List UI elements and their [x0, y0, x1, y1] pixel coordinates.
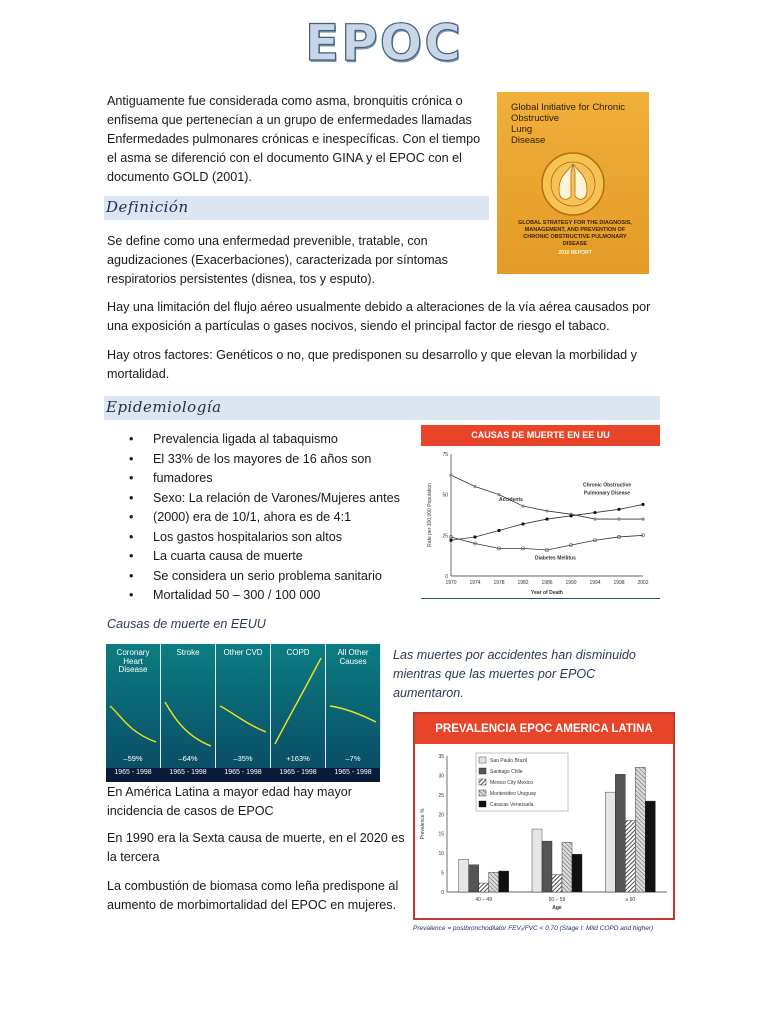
x-tick-label: 1990 [565, 580, 577, 586]
y-axis-label: Prevalence % [420, 808, 426, 840]
data-point [497, 493, 500, 496]
causa-paragraph: En 1990 era la Sexta causa de muerte, en el 2020 es la tercera [107, 831, 405, 864]
bar [499, 871, 509, 892]
y-tick-label: 5 [441, 870, 444, 877]
data-point [617, 517, 620, 520]
page-title: EPOC [305, 14, 463, 72]
y-tick-label: 10 [438, 851, 444, 858]
panel-change: –59% [123, 754, 143, 763]
causas-panels-chart [106, 644, 380, 782]
x-tick-label: 1970 [445, 580, 457, 586]
panel-period: 1965 - 1998 [106, 769, 160, 776]
panel-label: Coronary Heart Disease [116, 648, 150, 674]
y-tick-label: 0 [441, 890, 444, 896]
series-label-copd: Chronic Obstructive [582, 482, 632, 489]
data-point [521, 522, 524, 525]
series-label-accidents: Accidents [499, 497, 523, 504]
cause-panel [106, 644, 161, 776]
bar [562, 842, 572, 892]
trend-line [330, 706, 376, 722]
legend-swatch [479, 790, 486, 796]
bar [572, 854, 582, 892]
x-tick-label: 1982 [517, 580, 529, 586]
panel-label: All Other Causes [337, 648, 369, 666]
section-heading-epidemiologia: Epidemiología [104, 396, 660, 420]
data-point [473, 535, 476, 538]
x-tick-label: 2002 [637, 580, 649, 586]
series-line [451, 535, 643, 550]
list-item: • Sexo: La relación de Varones/Mujeres antes [107, 489, 427, 509]
y-tick-label: 25 [442, 533, 448, 540]
legend-entry: Caracas Venezuela [490, 802, 534, 808]
panel-trend [216, 644, 270, 768]
gold-report-cover [497, 92, 649, 274]
panel-trend [271, 644, 325, 768]
trend-line [165, 702, 211, 746]
cause-panel [271, 644, 326, 776]
list-item: • Prevalencia ligada al tabaquismo [107, 430, 427, 450]
bar [459, 859, 469, 892]
data-point [521, 504, 524, 507]
chart-title: PREVALENCIA EPOC AMERICA LATINA [415, 714, 673, 744]
trend-line [275, 658, 321, 744]
y-tick-label: 35 [438, 754, 444, 760]
legend-swatch [479, 779, 486, 785]
section-heading-definicion: Definición [104, 196, 489, 220]
legend-entry: Santiago Chile [490, 769, 523, 775]
muertes-caption: Las muertes por accidentes han disminuido mientras que las muertes por EPOC aumentaron. [393, 648, 636, 700]
data-point [593, 517, 596, 520]
definicion-paragraph-3: Hay otros factores: Genéticos o no, que predisponen su desarrollo y que elevan la morbilidad y mortalidad. [107, 348, 637, 381]
legend-entry: Montevideo Uruguay [490, 791, 537, 797]
bar [542, 841, 552, 892]
data-point [473, 485, 476, 488]
x-tick-label: 1994 [589, 580, 601, 586]
panel-trend [161, 644, 215, 768]
definicion-paragraph-2: Hay una limitación del flujo aéreo usualmente debido a alteraciones de la vía aérea causados por una exposición a partículas o gases nocivos, siendo el principal factor de riesgo el tabaco. [107, 300, 651, 333]
prevalencia-plot [415, 744, 673, 918]
intro-line: el asma se diferenció con el documento GINA y el EPOC con el [107, 151, 462, 165]
definicion-paragraph-1: Se define como una enfermedad prevenible, tratable, con agudizaciones (Exacerbaciones), caracterizada por síntomas respiratorios persistentes (disnea, tos y esputo). [107, 234, 448, 286]
data-point [545, 517, 548, 520]
cause-panel [326, 644, 381, 776]
x-tick-label: ≥ 60 [625, 897, 636, 903]
cause-panel [216, 644, 271, 776]
bar [605, 792, 615, 892]
data-point [641, 517, 644, 520]
list-item: • Los gastos hospitalarios son altos [107, 528, 427, 548]
panel-label: Stroke [176, 648, 200, 657]
panel-change: –64% [178, 754, 198, 763]
gold-strategy-text: GLOBAL STRATEGY FOR THE DIAGNOSIS, MANAGEMENT, AND PREVENTION OF CHRONIC OBSTRUCTIVE PULMONARY DISEASE [518, 220, 632, 247]
series-label-copd: Pulmonary Disease [583, 490, 631, 497]
bar [615, 774, 625, 892]
data-point [569, 514, 572, 517]
x-tick-label: 50 – 59 [548, 897, 566, 903]
panel-period: 1965 - 1998 [326, 769, 380, 776]
x-tick-label: 1998 [613, 580, 625, 586]
bar [532, 829, 542, 892]
bar [489, 872, 499, 892]
bar [479, 883, 489, 892]
panel-period: 1965 - 1998 [216, 769, 270, 776]
list-item: • Se considera un serio problema sanitario [107, 567, 427, 587]
y-tick-label: 50 [442, 492, 448, 499]
y-tick-label: 15 [438, 831, 444, 838]
data-point [497, 529, 500, 532]
y-tick-label: 0 [445, 574, 448, 580]
prevalencia-chart [413, 712, 675, 920]
legend-swatch [479, 801, 486, 807]
list-item-continuation: • (2000) era de 10/1, ahora es de 4:1 [107, 508, 427, 528]
y-axis-label: Rate per 100,000 Population [427, 483, 433, 547]
trend-line [110, 706, 156, 742]
list-item: • Mortalidad 50 – 300 / 100 000 [107, 586, 427, 606]
data-point [593, 511, 596, 514]
x-tick-label: 1978 [493, 580, 505, 586]
gold-cover-title: Global Initiative for Chronic Obstructive Lung Disease [511, 102, 626, 146]
legend-swatch [479, 768, 486, 774]
legend-entry: Mexico City Mexico [490, 780, 534, 786]
x-axis-label: Age [552, 905, 562, 911]
x-tick-label: 1986 [541, 580, 553, 586]
x-axis-label: Year of Death [531, 590, 563, 596]
bar [645, 801, 655, 892]
data-point [449, 539, 452, 542]
y-tick-label: 75 [442, 452, 448, 458]
bar [469, 865, 479, 892]
y-tick-label: 25 [438, 792, 444, 799]
panel-change: –7% [345, 754, 361, 763]
cause-panel [161, 644, 216, 776]
list-item: • La cuarta causa de muerte [107, 547, 427, 567]
panel-period: 1965 - 1998 [161, 769, 215, 776]
data-point [641, 503, 644, 506]
gold-report-year: 2010 REPORT [558, 250, 592, 256]
intro-line: documento GOLD (2001). [107, 170, 252, 184]
causas-caption: Causas de muerte en EEUU [107, 617, 266, 631]
chart-title: CAUSAS DE MUERTE EN EE UU [421, 425, 660, 446]
data-point [449, 474, 452, 477]
intro-line: enfisema que pertenecían a un grupo de enfermedades llamadas [107, 113, 472, 127]
legend-entry: Sao Paulo Brazil [490, 758, 527, 764]
latam-paragraph: En América Latina a mayor edad hay mayor incidencia de casos de EPOC [107, 785, 353, 818]
panel-label: COPD [286, 648, 310, 657]
bar [552, 875, 562, 892]
data-point [617, 508, 620, 511]
intro-line: Antiguamente fue considerada como asma, bronquitis crónica o [107, 94, 463, 108]
y-tick-label: 30 [438, 773, 444, 780]
panel-change: +163% [286, 754, 310, 763]
intro-paragraph [107, 92, 487, 187]
data-point [545, 509, 548, 512]
biomasa-paragraph: La combustión de biomasa como leña predispone al aumento de morbimortalidad del EPOC en mujeres. [107, 879, 399, 912]
panel-change: –35% [233, 754, 253, 763]
panel-trend [326, 644, 380, 768]
epidemiologia-list [107, 430, 427, 606]
series-label-diabetes: Diabetes Mellitus [535, 555, 576, 562]
list-item-continuation: • fumadores [107, 469, 427, 489]
list-item: • El 33% de los mayores de 16 años son [107, 450, 427, 470]
bar [625, 821, 635, 892]
y-tick-label: 20 [438, 812, 444, 819]
panel-period: 1965 - 1998 [271, 769, 325, 776]
trend-line [220, 706, 266, 732]
prevalencia-footnote: Prevalence = postbronchodilator FEV₁/FVC < 0.70 (Stage I: Mild COPD and higher) [413, 925, 654, 932]
x-tick-label: 1974 [469, 580, 481, 586]
intro-line: Enfermedades pulmonares crónicas e inespecíficas. Con el tiempo [107, 132, 481, 146]
panel-label: Other CVD [223, 648, 263, 657]
x-tick-label: 40 – 49 [475, 897, 493, 903]
gold-seal-icon [537, 150, 609, 218]
causas-muerte-plot [421, 446, 660, 598]
causas-muerte-chart [421, 425, 660, 599]
legend-swatch [479, 757, 486, 763]
panel-trend [106, 644, 160, 768]
bar [635, 767, 645, 892]
